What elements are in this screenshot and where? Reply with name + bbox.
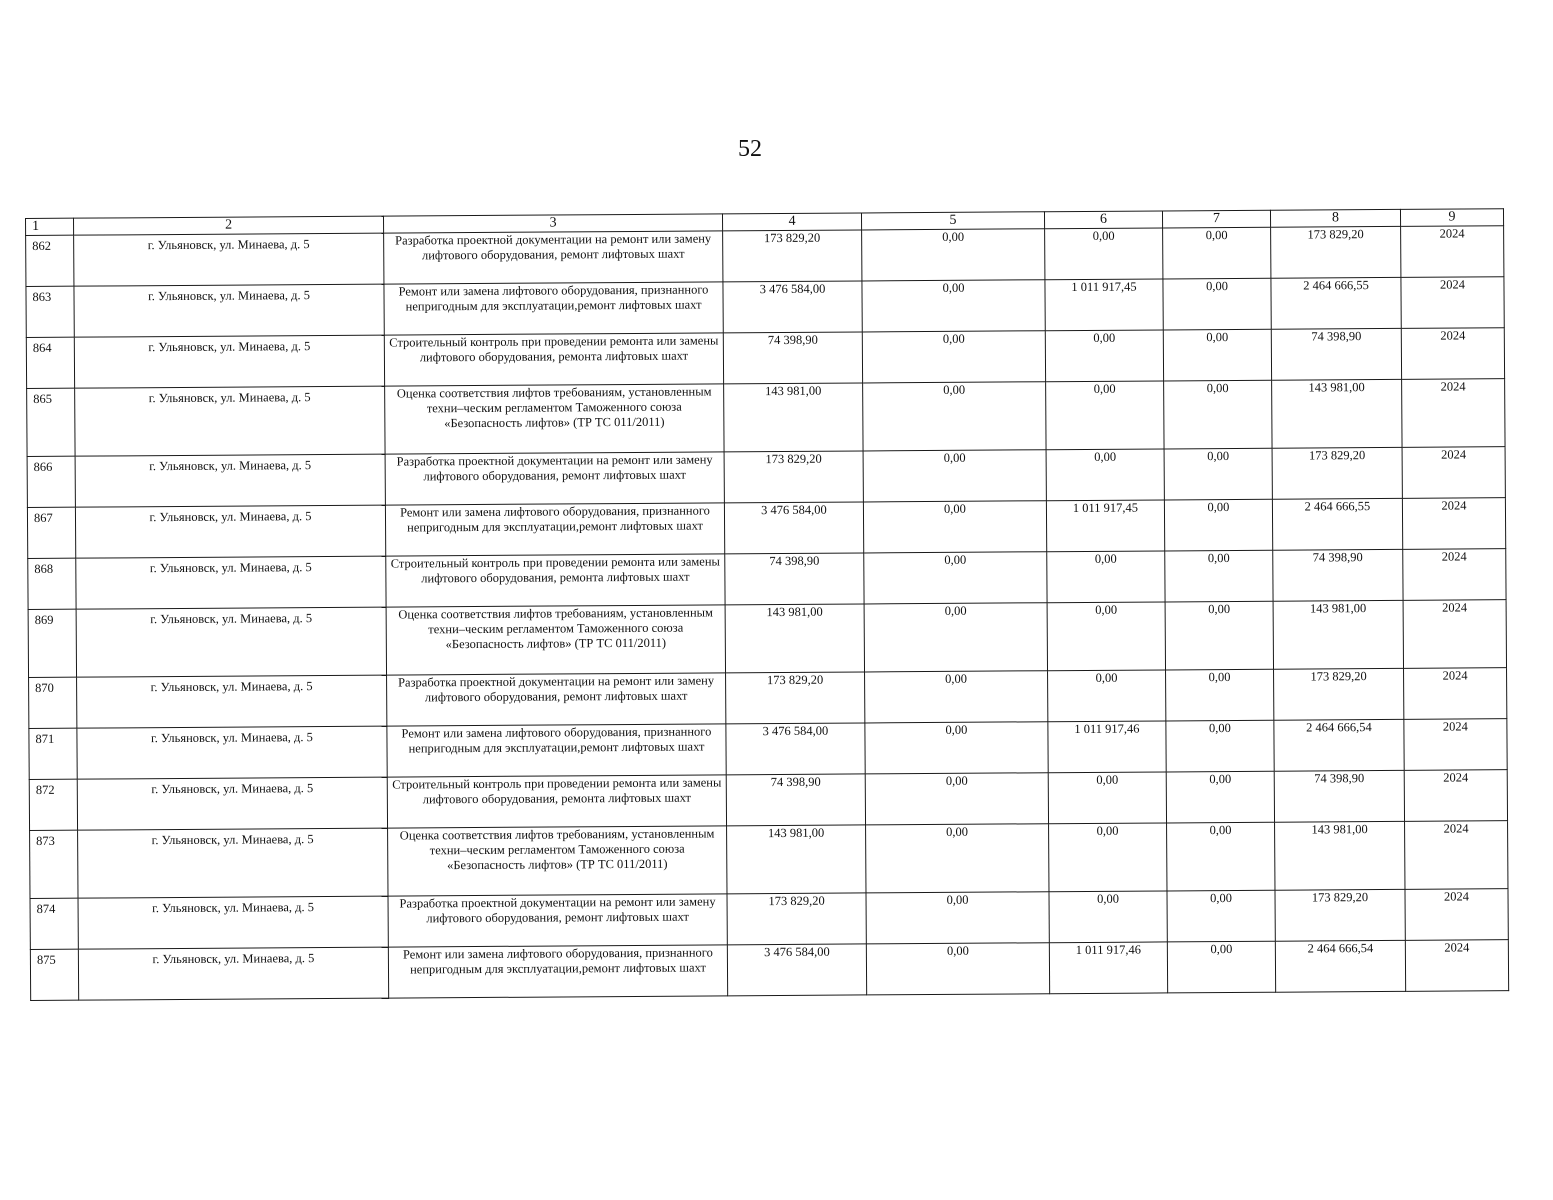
column-header-8: 8 — [1270, 209, 1400, 227]
work-description: Оценка соответствия лифтов требованиям, установленным техни–ческим регламентом Таможенного союза «Безопасность лифтов» (ТР ТС 011/2011) — [388, 826, 727, 896]
row-number: 874 — [30, 898, 78, 949]
table-row — [27, 379, 1505, 457]
scanned-table — [25, 208, 1508, 1001]
value-col-7: 0,00 — [1166, 720, 1274, 772]
column-header-6: 6 — [1044, 211, 1162, 229]
value-col-8: 2 464 666,54 — [1275, 940, 1405, 992]
value-col-8: 74 398,90 — [1273, 549, 1403, 601]
value-col-5: 0,00 — [865, 773, 1048, 825]
work-description: Ремонт или замена лифтового оборудования, признанного непригодным для эксплуатации,ремонт лифтовых шахт — [384, 282, 723, 335]
value-col-8: 173 829,20 — [1275, 889, 1405, 941]
value-col-7: 0,00 — [1164, 448, 1272, 500]
value-col-6: 0,00 — [1049, 823, 1167, 892]
value-col-8: 143 981,00 — [1273, 600, 1403, 669]
value-col-4: 173 829,20 — [726, 672, 865, 724]
value-col-5: 0,00 — [864, 552, 1047, 604]
value-col-4: 3 476 584,00 — [727, 944, 866, 996]
value-col-7: 0,00 — [1167, 890, 1275, 942]
year-cell: 2024 — [1403, 549, 1506, 601]
value-col-6: 0,00 — [1045, 228, 1163, 280]
value-col-8: 173 829,20 — [1271, 226, 1401, 278]
value-col-7: 0,00 — [1165, 601, 1273, 670]
address-cell: г. Ульяновск, ул. Минаева, д. 5 — [77, 726, 387, 779]
value-col-7: 0,00 — [1164, 499, 1272, 551]
value-col-6: 0,00 — [1045, 330, 1163, 382]
address-cell: г. Ульяновск, ул. Минаева, д. 5 — [78, 828, 388, 898]
address-cell: г. Ульяновск, ул. Минаева, д. 5 — [76, 607, 386, 677]
value-col-4: 74 398,90 — [726, 774, 865, 826]
year-cell: 2024 — [1405, 889, 1508, 941]
value-col-8: 74 398,90 — [1274, 770, 1404, 822]
value-col-5: 0,00 — [865, 722, 1048, 774]
value-col-4: 143 981,00 — [724, 383, 863, 452]
value-col-6: 0,00 — [1047, 602, 1165, 671]
value-col-7: 0,00 — [1167, 941, 1275, 993]
year-cell: 2024 — [1404, 668, 1507, 720]
column-header-1: 1 — [26, 218, 74, 235]
row-number: 868 — [28, 558, 76, 609]
table-row — [30, 940, 1508, 1001]
address-cell: г. Ульяновск, ул. Минаева, д. 5 — [75, 386, 385, 456]
value-col-7: 0,00 — [1167, 822, 1275, 891]
work-description: Оценка соответствия лифтов требованиям, установленным техни–ческим регламентом Таможенного союза «Безопасность лифтов» (ТР ТС 011/2011) — [385, 384, 724, 454]
year-cell: 2024 — [1405, 821, 1508, 890]
work-description: Строительный контроль при проведении ремонта или замены лифтового оборудования, ремонта лифтовых шахт — [386, 554, 725, 607]
work-description: Ремонт или замена лифтового оборудования, признанного непригодным для эксплуатации,ремонт лифтовых шахт — [385, 503, 724, 556]
work-description: Разработка проектной документации на ремонт или замену лифтового оборудования, ремонт лифтовых шахт — [384, 231, 723, 284]
row-number: 867 — [27, 507, 75, 558]
column-header-7: 7 — [1162, 210, 1270, 228]
work-description: Разработка проектной документации на ремонт или замену лифтового оборудования, ремонт лифтовых шахт — [385, 452, 724, 505]
value-col-4: 173 829,20 — [724, 451, 863, 503]
value-col-7: 0,00 — [1166, 669, 1274, 721]
year-cell: 2024 — [1402, 447, 1505, 499]
value-col-5: 0,00 — [866, 943, 1049, 995]
value-col-4: 3 476 584,00 — [726, 723, 865, 775]
table-body — [26, 226, 1509, 1001]
work-description: Ремонт или замена лифтового оборудования, признанного непригодным для эксплуатации,ремонт лифтовых шахт — [387, 724, 726, 777]
row-number: 873 — [30, 830, 78, 898]
year-cell: 2024 — [1402, 498, 1505, 550]
value-col-7: 0,00 — [1163, 278, 1271, 330]
value-col-8: 143 981,00 — [1272, 379, 1402, 448]
row-number: 865 — [27, 388, 75, 456]
year-cell: 2024 — [1401, 277, 1504, 329]
year-cell: 2024 — [1405, 940, 1508, 992]
year-cell: 2024 — [1404, 770, 1507, 822]
column-header-3: 3 — [383, 214, 722, 233]
value-col-4: 3 476 584,00 — [724, 502, 863, 554]
value-col-7: 0,00 — [1166, 771, 1274, 823]
year-cell: 2024 — [1402, 379, 1505, 448]
column-header-2: 2 — [74, 216, 384, 235]
value-col-5: 0,00 — [862, 280, 1045, 332]
address-cell: г. Ульяновск, ул. Минаева, д. 5 — [78, 896, 388, 949]
column-header-9: 9 — [1400, 209, 1503, 227]
row-number: 875 — [30, 949, 78, 1000]
value-col-6: 1 011 917,46 — [1049, 942, 1167, 994]
value-col-8: 173 829,20 — [1274, 668, 1404, 720]
value-col-5: 0,00 — [863, 501, 1046, 553]
value-col-5: 0,00 — [864, 603, 1047, 672]
value-col-8: 74 398,90 — [1271, 328, 1401, 380]
value-col-7: 0,00 — [1164, 380, 1272, 449]
value-col-5: 0,00 — [863, 450, 1046, 502]
value-col-7: 0,00 — [1163, 227, 1271, 279]
value-col-8: 173 829,20 — [1272, 447, 1402, 499]
value-col-4: 143 981,00 — [727, 825, 866, 894]
year-cell: 2024 — [1403, 600, 1506, 669]
value-col-6: 0,00 — [1048, 670, 1166, 722]
row-number: 864 — [26, 337, 74, 388]
value-col-8: 2 464 666,55 — [1271, 277, 1401, 329]
value-col-4: 173 829,20 — [727, 893, 866, 945]
row-number: 871 — [29, 728, 77, 779]
value-col-6: 0,00 — [1046, 449, 1164, 501]
row-number: 872 — [29, 779, 77, 830]
value-col-5: 0,00 — [866, 824, 1049, 893]
column-header-4: 4 — [722, 213, 861, 231]
table-row — [28, 600, 1506, 678]
year-cell: 2024 — [1401, 226, 1504, 278]
address-cell: г. Ульяновск, ул. Минаева, д. 5 — [75, 454, 385, 507]
value-col-7: 0,00 — [1163, 329, 1271, 381]
works-table — [25, 208, 1509, 1001]
work-description: Разработка проектной документации на ремонт или замену лифтового оборудования, ремонт лифтовых шахт — [388, 894, 727, 947]
value-col-5: 0,00 — [865, 671, 1048, 723]
value-col-8: 2 464 666,55 — [1272, 498, 1402, 550]
value-col-5: 0,00 — [863, 382, 1046, 451]
address-cell: г. Ульяновск, ул. Минаева, д. 5 — [74, 335, 384, 388]
table-row — [30, 821, 1508, 899]
row-number: 863 — [26, 286, 74, 337]
address-cell: г. Ульяновск, ул. Минаева, д. 5 — [74, 284, 384, 337]
address-cell: г. Ульяновск, ул. Минаева, д. 5 — [76, 556, 386, 609]
value-col-4: 74 398,90 — [725, 553, 864, 605]
row-number: 869 — [28, 609, 76, 677]
work-description: Ремонт или замена лифтового оборудования, признанного непригодным для эксплуатации,ремонт лифтовых шахт — [388, 945, 727, 998]
year-cell: 2024 — [1404, 719, 1507, 771]
year-cell: 2024 — [1401, 328, 1504, 380]
value-col-6: 0,00 — [1047, 551, 1165, 603]
value-col-6: 0,00 — [1049, 891, 1167, 943]
page-number: 52 — [738, 136, 762, 162]
value-col-6: 1 011 917,45 — [1045, 279, 1163, 331]
work-description: Строительный контроль при проведении ремонта или замены лифтового оборудования, ремонта лифтовых шахт — [384, 333, 723, 386]
column-header-5: 5 — [861, 212, 1044, 230]
value-col-4: 74 398,90 — [723, 332, 862, 384]
value-col-8: 143 981,00 — [1275, 821, 1405, 890]
address-cell: г. Ульяновск, ул. Минаева, д. 5 — [75, 505, 385, 558]
row-number: 862 — [26, 235, 74, 286]
value-col-8: 2 464 666,54 — [1274, 719, 1404, 771]
row-number: 866 — [27, 456, 75, 507]
value-col-6: 1 011 917,46 — [1048, 721, 1166, 773]
value-col-6: 0,00 — [1046, 381, 1164, 450]
value-col-5: 0,00 — [862, 331, 1045, 383]
value-col-4: 143 981,00 — [725, 604, 864, 673]
work-description: Строительный контроль при проведении ремонта или замены лифтового оборудования, ремонта лифтовых шахт — [387, 775, 726, 828]
work-description: Оценка соответствия лифтов требованиям, установленным техни–ческим регламентом Таможенного союза «Безопасность лифтов» (ТР ТС 011/2011) — [386, 605, 725, 675]
value-col-6: 0,00 — [1048, 772, 1166, 824]
address-cell: г. Ульяновск, ул. Минаева, д. 5 — [74, 233, 384, 286]
value-col-6: 1 011 917,45 — [1046, 500, 1164, 552]
value-col-5: 0,00 — [862, 229, 1045, 281]
work-description: Разработка проектной документации на ремонт или замену лифтового оборудования, ремонт лифтовых шахт — [387, 673, 726, 726]
row-number: 870 — [29, 677, 77, 728]
value-col-5: 0,00 — [866, 892, 1049, 944]
value-col-4: 173 829,20 — [723, 230, 862, 282]
value-col-7: 0,00 — [1165, 550, 1273, 602]
value-col-4: 3 476 584,00 — [723, 281, 862, 333]
address-cell: г. Ульяновск, ул. Минаева, д. 5 — [78, 947, 388, 1000]
address-cell: г. Ульяновск, ул. Минаева, д. 5 — [77, 675, 387, 728]
address-cell: г. Ульяновск, ул. Минаева, д. 5 — [77, 777, 387, 830]
